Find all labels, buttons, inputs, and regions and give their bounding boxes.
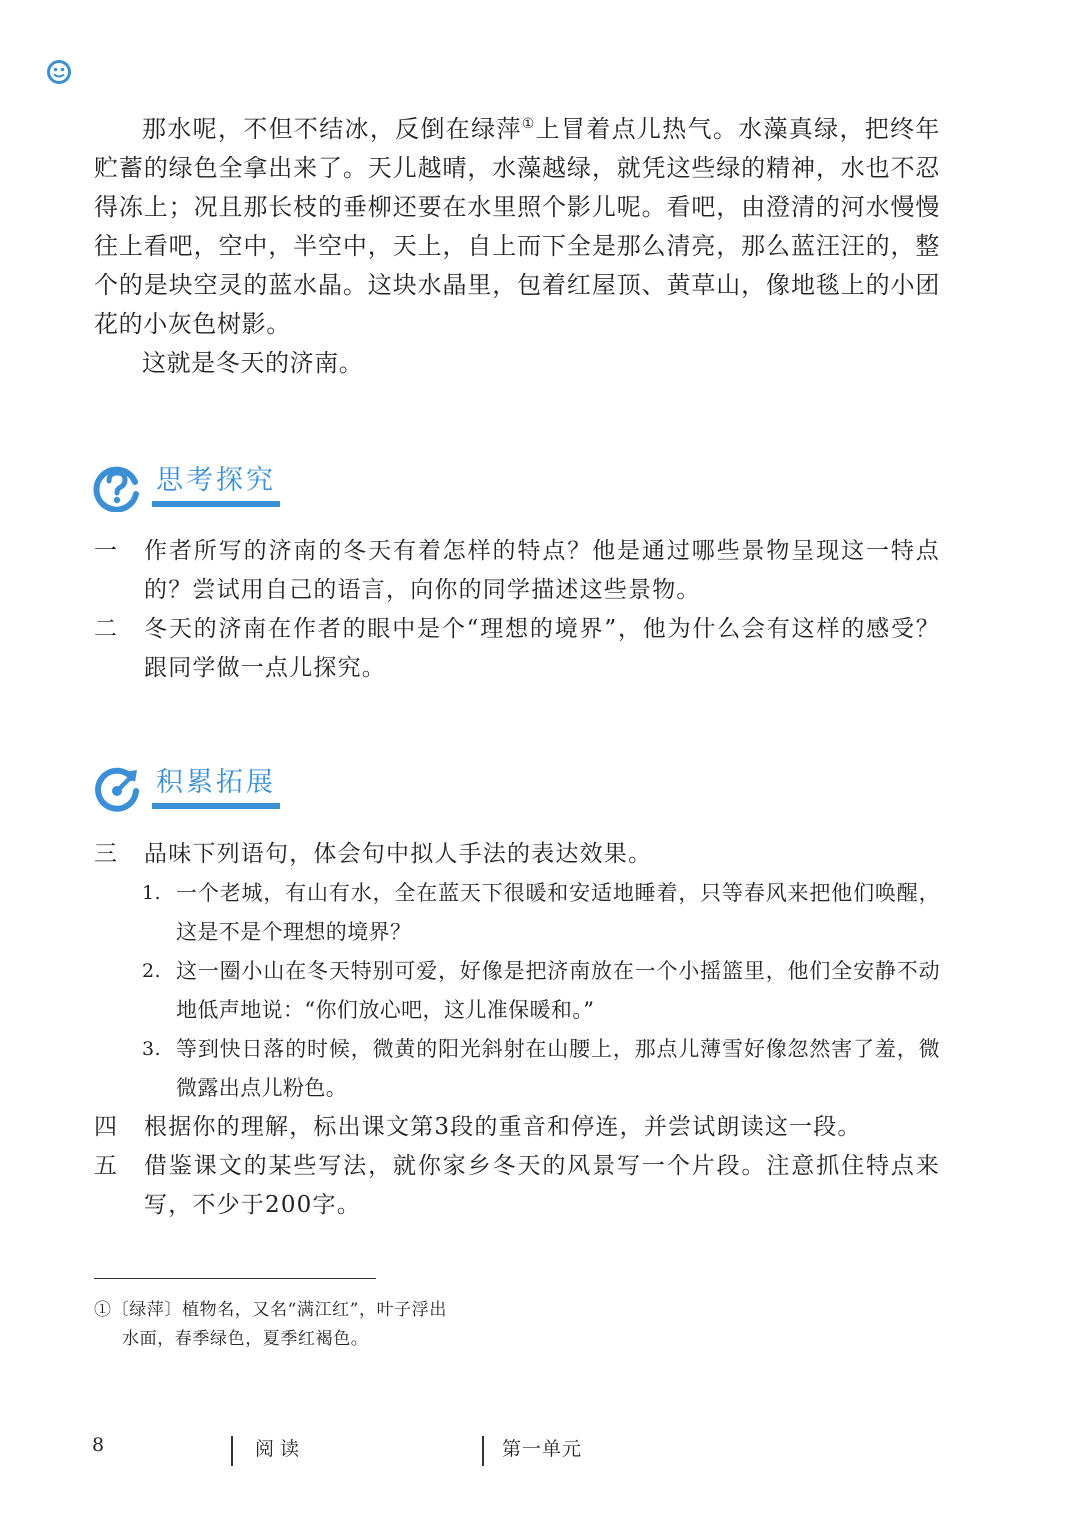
smiley-icon [46,59,72,85]
question-text: 冬天的济南在作者的眼中是个“理想的境界”，他为什么会有这样的感受？跟同学做一点儿探究。 [144,616,940,681]
footer-unit-label: 第一单元 [502,1438,583,1460]
sentence-number: 1. [142,882,161,904]
footer-divider [231,1436,233,1466]
question-number: 二 [94,616,119,642]
passage-paragraph-1: 那水呢，不但不结冰，反倒在绿萍①上冒着点儿热气。水藻真绿，把终年贮蓄的绿色全拿出来了。天儿越晴，水藻越绿，就凭这些绿的精神，水也不忍得冻上；况且那长枝的垂柳还要在水里照个影儿呢。看吧，由澄清的河水慢慢往上看吧，空中，半空中，天上，自上而下全是那么清亮，那么蓝汪汪的，整个的是块空灵的蓝水晶。这块水晶里，包着红屋顶、黄草山，像地毯上的小团花的小灰色树影。 [94,115,940,338]
question-number: 四 [94,1114,119,1140]
page-footer [92,1432,592,1472]
passage [94,110,940,383]
question-text: 根据你的理解，标出课文第3段的重音和停连，并尝试朗读这一段。 [144,1114,862,1140]
title-underline [152,501,280,507]
footer-section-label: 阅读 [255,1438,306,1460]
page-number: 8 [92,1434,105,1456]
sentence-text: 等到快日落的时候，微黄的阳光斜射在山腰上，那点儿薄雪好像忽然害了羞，微微露出点儿粉色。 [176,1037,940,1100]
sentence-text: 这一圈小山在冬天特别可爱，好像是把济南放在一个小摇篮里，他们全安静不动地低声地说：“你们放心吧，这儿准保暖和。” [176,959,940,1022]
footnote [94,1296,514,1354]
question-mark-icon [92,462,142,512]
section-header-think [92,458,292,514]
example-sentence-1 [94,874,940,952]
passage-paragraph-2: 这就是冬天的济南。 [142,349,364,377]
question-number: 三 [94,841,119,867]
footnote-divider [94,1278,376,1279]
sentence-number: 3. [142,1038,161,1060]
question-item-4 [94,1108,940,1147]
think-questions [94,532,940,688]
question-text: 作者所写的济南的冬天有着怎样的特点？他是通过哪些景物呈现这一特点的？尝试用自己的语言，向你的同学描述这些景物。 [144,538,940,603]
extend-questions [94,835,940,1225]
section-header-extend [92,760,292,816]
question-item-3 [94,835,940,874]
question-item-2 [94,610,940,688]
footer-divider [482,1436,484,1466]
title-underline [152,803,280,809]
footnote-reference[interactable]: ① [521,116,536,132]
question-number: 一 [94,538,119,564]
footnote-line-1: ①〔绿萍〕植物名，又名“满江红”，叶子浮出 [94,1300,447,1320]
example-sentence-2 [94,952,940,1030]
question-item-1 [94,532,940,610]
question-text: 借鉴课文的某些写法，就你家乡冬天的风景写一个片段。注意抓住特点来写，不少于200字。 [144,1153,940,1218]
section-title-think: 思考探究 [156,465,276,496]
section-title-extend: 积累拓展 [156,767,276,798]
question-number: 五 [94,1153,119,1179]
sentence-number: 2. [142,960,161,982]
example-sentence-3 [94,1030,940,1108]
circular-arrow-icon [92,764,142,814]
example-sentences [94,874,940,1108]
question-text: 品味下列语句，体会句中拟人手法的表达效果。 [144,841,653,867]
question-item-5 [94,1147,940,1225]
footnote-line-2: 水面，春季绿色，夏季红褐色。 [122,1329,369,1349]
sentence-text: 一个老城，有山有水，全在蓝天下很暖和安适地睡着，只等春风来把他们唤醒，这是不是个理想的境界？ [176,881,940,944]
